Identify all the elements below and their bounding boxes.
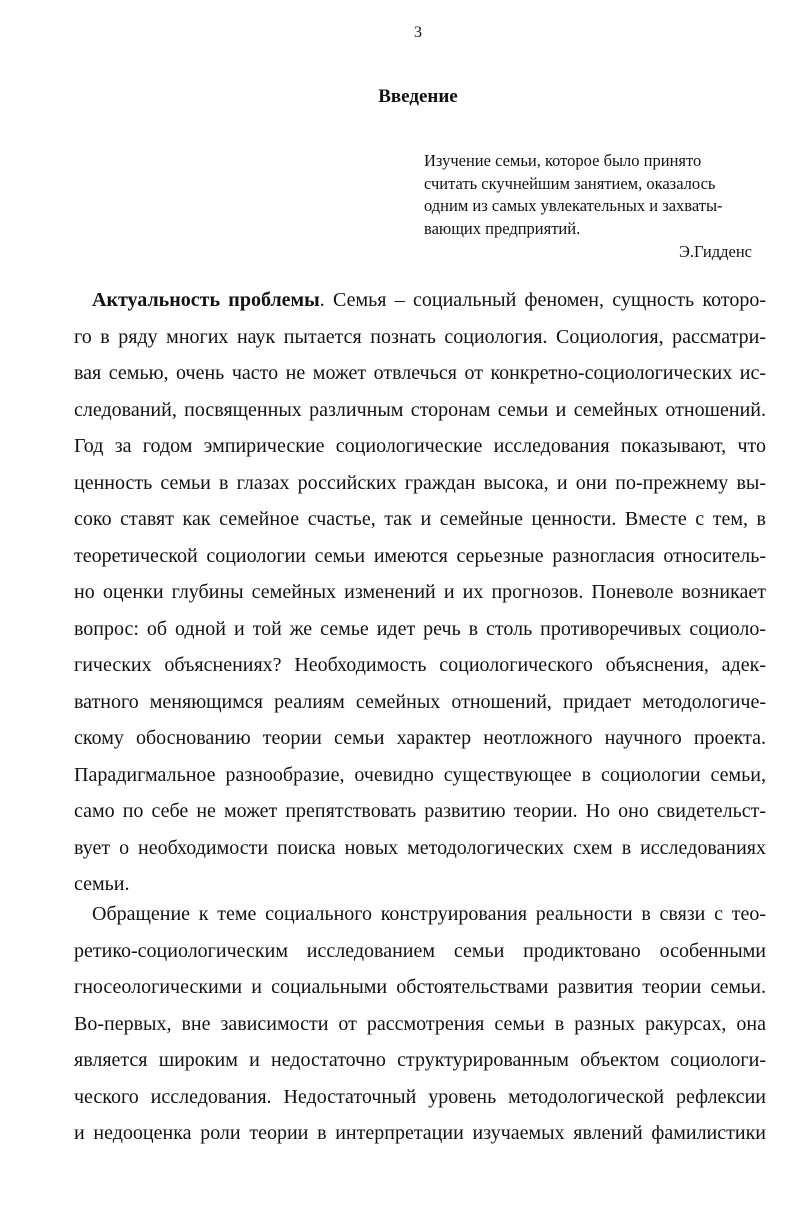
paragraph-line: гносеологическими и социальными обстоятельствами развития теории семьи. <box>74 976 766 998</box>
paragraph-line: и недооценка роли теории в интерпретации изучаемых явлений фамилистики <box>74 1122 766 1144</box>
paragraph-line: ватного меняющимся реалиям семейных отношений, придает методологиче- <box>74 690 766 713</box>
paragraph-line: гических объяснениях? Необходимость социологического объяснения, адек- <box>74 654 766 676</box>
page-number: 3 <box>414 24 422 41</box>
paragraph-line: само по себе не может препятствовать развитию теории. Но оно свидетельст- <box>74 800 766 822</box>
paragraph-line: вопрос: об одной и той же семье идет речь в столь противоречивых социоло- <box>74 617 766 640</box>
page-title: Введение <box>378 86 458 107</box>
paragraph-line: го в ряду многих наук пытается познать социология. Социология, рассматри- <box>74 325 766 348</box>
paragraph-relevance <box>74 282 766 903</box>
paragraph-line: ценность семьи в глазах российских граждан высока, и они по-прежнему вы- <box>74 471 766 494</box>
paragraph-line: соко ставят как семейное счастье, так и семейные ценности. Вместе с тем, в <box>74 508 766 530</box>
paragraph-line: вая семью, очень часто не может отвлечься от конкретно-социологических ис- <box>74 362 766 384</box>
paragraph-line: теоретической социологии семьи имеются серьезные разногласия относитель- <box>74 544 766 567</box>
epigraph-line: вающих предприятий. <box>424 218 581 238</box>
paragraph-social-construction <box>74 896 766 1152</box>
paragraph-line: следований, посвященных различным сторонам семьи и семейных отношений. <box>74 398 766 421</box>
paragraph-line: ческого исследования. Недостаточный уровень методологической рефлексии <box>74 1085 766 1108</box>
paragraph-line: Год за годом эмпирические социологические исследования показывают, что <box>74 435 766 457</box>
epigraph-line: одним из самых увлекательных и захваты- <box>424 196 723 215</box>
paragraph-line: вует о необходимости поиска новых методологических схем в исследованиях <box>74 836 766 859</box>
epigraph <box>424 150 754 264</box>
paragraph-line: является широким и недостаточно структурированным объектом социологи- <box>74 1049 766 1071</box>
paragraph-line: Парадигмальное разнообразие, очевидно существующее в социологии семьи, <box>74 763 766 786</box>
paragraph-line: Во-первых, вне зависимости от рассмотрения семьи в разных ракурсах, она <box>74 1012 766 1035</box>
paragraph-lead: Актуальность проблемы <box>92 289 320 311</box>
paragraph-line: Актуальность проблемы. Семья – социальный феномен, сущность которо- <box>92 289 767 311</box>
epigraph-line: Изучение семьи, которое было принято <box>424 151 702 170</box>
epigraph-author: Э.Гидденс <box>678 242 752 261</box>
paragraph-line: ретико-социологическим исследованием семьи продиктовано особенными <box>74 939 766 962</box>
paragraph-line: скому обоснованию теории семьи характер неотложного научного проекта. <box>74 727 766 749</box>
epigraph-line: считать скучнейшим занятием, оказалось <box>424 173 716 193</box>
paragraph-line: семьи. <box>74 873 130 895</box>
paragraph-line: Обращение к теме социального конструирования реальности в связи с тео- <box>92 903 766 925</box>
paragraph-line: но оценки глубины семейных изменений и их прогнозов. Поневоле возникает <box>74 581 766 603</box>
